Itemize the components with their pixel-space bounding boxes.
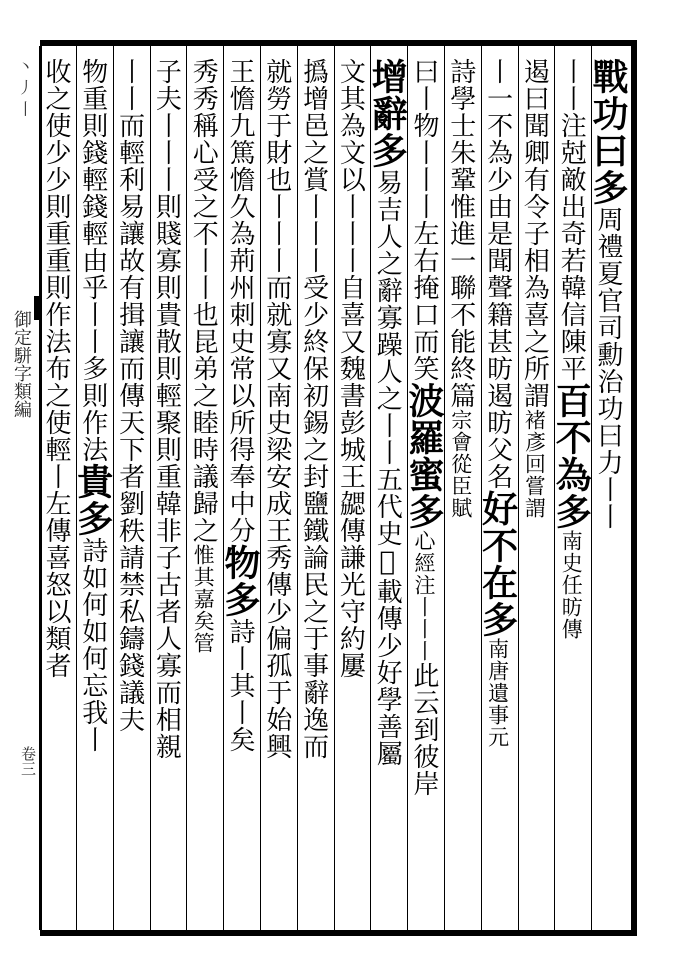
frame-top-border [40, 40, 637, 46]
text-column [520, 58, 555, 519]
column-text: 易吉人之辭寡躁人之丨丨五代史𠂻載傳少好學善屬 [372, 169, 403, 767]
text-column [366, 58, 409, 767]
column-text: 周禮夏官司勳治功曰力丨丨 [592, 206, 623, 530]
column-text: 詩學士朱鞏惟進一聯不能終篇 [445, 58, 476, 409]
text-column [550, 58, 593, 640]
column-small2: 心經注丨丨丨 [411, 530, 436, 662]
column-text: 秀秀稱心受之不丨丨也昆弟之睦時議歸之 [188, 58, 219, 544]
frame-bottom-border [40, 930, 637, 936]
text-column [402, 58, 445, 797]
column-small2: 宗會從臣賦 [448, 409, 473, 519]
column-text: 文其為文以丨丨丨自喜又魏書彭城王勰傳謙光守約屢 [335, 58, 366, 679]
text-column [299, 58, 334, 760]
column-text: 丨丨而輕利易讓故有揖讓而傳天下者劉秩請禁私鑄錢議夫 [114, 58, 145, 733]
text-column [71, 58, 114, 753]
margin-book-title: 御定駢字類編 [11, 310, 32, 418]
column-text3: 詩丨其丨矣 [224, 618, 255, 753]
column-big2: 貴多 [71, 463, 114, 537]
column-text: 就勞于財也丨丨丨而就寡又南史梁安成王秀傳少偏孤于始興 [261, 58, 292, 760]
column-small2: 惟其嘉矣管 [191, 544, 216, 654]
margin-fragment: 丶 丿 丨 [15, 58, 34, 117]
column-text: 王憺九篤憺久為荊州刺史常以所得奉中分 [224, 58, 255, 544]
folio-number: 卷三 [19, 746, 37, 776]
frame-right-border [631, 40, 637, 936]
column-text: 丨一不為少由是聞聲籍甚昉遏昉父名 [482, 58, 513, 490]
column-big2: 百不為多 [550, 382, 593, 530]
column-big: 增辭多 [366, 58, 409, 169]
text-column [218, 58, 261, 753]
text-column [476, 58, 519, 748]
column-big2: 好不在多 [476, 490, 519, 638]
column-text: 丨丨注尅敵出奇若韓信陳平 [556, 58, 587, 382]
column-big2: 波羅蜜多 [402, 382, 445, 530]
column-text3: 此云到彼岸 [408, 662, 439, 797]
text-column [262, 58, 297, 760]
column-text: 子夫丨丨丨則賤寡則貴散則輕聚則重韓非子古者人寡而相親 [151, 58, 182, 760]
column-text: 曰丨物丨丨丨左右掩口而笑 [408, 58, 439, 382]
column-text3: 詩如何如何忘我丨 [77, 537, 108, 753]
text-column [41, 58, 76, 679]
column-big2: 物多 [218, 544, 261, 618]
column-text: 撝增邑之賞丨丨丨受少終保初錫之封鹽鐵論民之于事辭逸而 [298, 58, 329, 760]
text-column [115, 58, 150, 733]
text-column [336, 58, 371, 679]
column-small2: 南史任昉傳 [559, 530, 584, 640]
column-text: 收之使少少則重重則作法布之使輕 [40, 58, 71, 463]
column-small2: 南唐遺事元 [485, 638, 510, 748]
column-text3: 丨左傳喜怒以類者 [40, 463, 71, 679]
column-big: 戰功曰多 [586, 58, 629, 206]
text-column [188, 58, 223, 654]
text-column [446, 58, 481, 519]
text-column [586, 58, 629, 530]
column-small2: 褚彥回嘗謂 [522, 409, 547, 519]
text-column [152, 58, 187, 760]
left-margin [8, 50, 38, 930]
column-text: 遏曰聞卿有令子相為喜之所謂 [519, 58, 550, 409]
column-text: 物重則錢輕錢輕由乎丨丨多則作法 [77, 58, 108, 463]
